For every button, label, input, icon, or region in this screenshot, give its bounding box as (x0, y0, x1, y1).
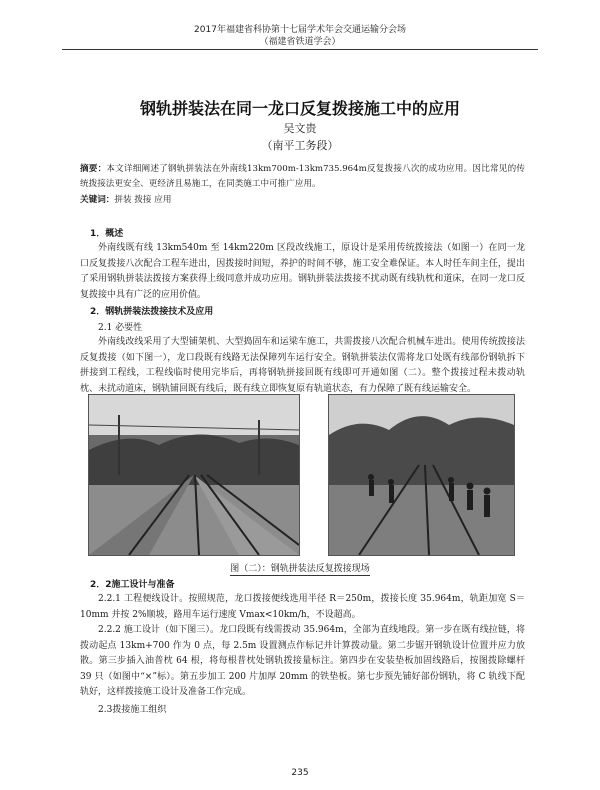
keywords-label: 关键词： (80, 195, 115, 205)
section-2-2-heading: 2．2施工设计与准备 (90, 580, 175, 590)
section-2-2-2-body: 2.2.2 施工设计（如下图三）。龙口段既有线需拨动 35.964m，全部为直线地段。第一步在既有线拉链，将拨动起点 13km+700 作为 0 点，每 2.5m 设置测点作标记并计算拨动量。第二步锯开钢轨设计位置并应力放散。第三步插入油普枕 64 根，将每根普枕处钢轨拨接量标注。第四步在安装垫板加固线路后，按图拨除螺杆 39 只（如图中“×”标）。第五步加工 200 片加厚 20mm 的铁垫板。第七步预先铺好部份钢轨，将 C 轨线下配轨好，这样拨接施工设计及准备工作完成。 (80, 625, 525, 697)
author-affiliation: （南平工务段） (261, 139, 339, 152)
keywords-text: 拼装 拨接 应用 (114, 195, 172, 205)
abstract-label: 摘要： (80, 164, 107, 174)
abstract (80, 162, 525, 192)
figure-2-caption-text: 图（二）：钢轨拼装法反复拨接现场 (230, 564, 370, 574)
section-2-1-body: 外南线改线采用了大型铺架机、大型捣固车和运梁车施工，共需拨接八次配合机械车进出。使用传统拨接法反复拨接（如下图一），龙口段既有线路无法保障列车运行安全。钢轨拼装法仅需将龙口处既有线部份钢轨拆下拼接到工程线，工程线临时使用完毕后，再将钢轨拼接回既有线即可开通如图（二）。整个拨接过程未拨动轨枕、未扰动道床，钢轨铺回既有线后，既有线立即恢复原有轨道状态，有力保障了既有线运输安全。 (80, 337, 525, 394)
author-name: 吴文贵 (283, 122, 317, 135)
section-2-2-1-body: 2.2.1 工程便线设计。按照规范，龙口拨接便线选用半径 R＝250m，拨接长度 35.964m，轨距加宽 S＝10mm 并按 2%顺坡，路用车运行速度 Vmax<10km/h，不设超高。 (80, 594, 525, 620)
paper-title: 钢轨拼装法在同一龙口反复拨接施工中的应用 (139, 99, 460, 118)
section-2-1-heading: 2.1 必要性 (98, 323, 143, 333)
keywords (80, 193, 525, 208)
conference-header: 2017年福建省科协第十七届学术年会交通运输分会场 (194, 25, 406, 35)
section-2-heading: 2．钢轨拼装法拨接技术及应用 (90, 307, 214, 317)
figure-2-caption (0, 561, 600, 574)
section-2-3-heading: 2.3拨接施工组织 (98, 705, 167, 715)
track-photo-left (88, 394, 300, 556)
section-1-body: 外南线既有线 13km540m 至 14km220m 区段改线施工，原设计是采用传统拨接法（如图一）在同一龙口反复拨接八次配合工程车进出，因拨接时间短，养护的时间不够，施工安全难保证。本人时任车间主任，提出了采用钢轨拼装法拨接方案获得上级同意并成功应用。钢轨拼装法拨接不扰动既有线轨枕和道床，在同一龙口反复拨接中具有广泛的应用价值。 (80, 243, 525, 300)
page-number: 235 (291, 768, 309, 778)
section-1-heading: 1．概述 (90, 229, 124, 239)
header-divider (62, 49, 538, 50)
abstract-text: 本文详细阐述了钢轨拼装法在外南线13km700m-13km735.964m反复拨接八次的成功应用。因比常见的传统拨接法更安全、更经济且易施工，在同类施工中可推广应用。 (80, 164, 525, 189)
track-photo-right (328, 394, 515, 556)
society-header: （福建省铁道学会） (259, 37, 341, 47)
